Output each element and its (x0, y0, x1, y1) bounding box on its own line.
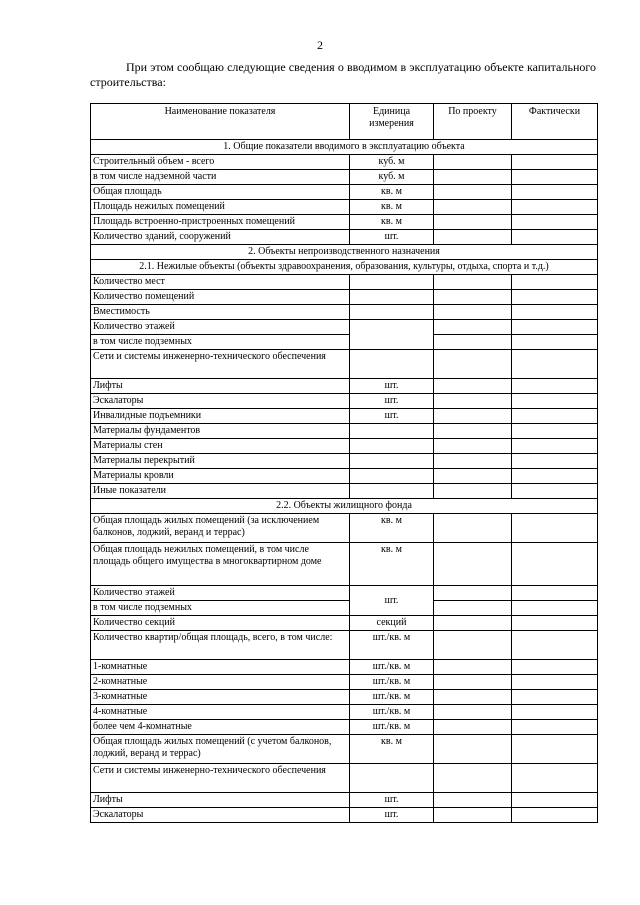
row-name: Инвалидные подъемники (91, 409, 350, 424)
table-row (91, 601, 598, 616)
row-unit (350, 484, 434, 499)
row-name: Количество зданий, сооружений (91, 230, 350, 245)
actual-cell[interactable] (512, 215, 598, 230)
actual-cell[interactable] (512, 394, 598, 409)
table-row (91, 543, 598, 586)
row-name: Материалы кровли (91, 469, 350, 484)
table-row (91, 230, 598, 245)
row-name: Лифты (91, 379, 350, 394)
row-name: Площадь встроенно-пристроенных помещений (91, 215, 350, 230)
table-row (91, 616, 598, 631)
row-unit: кв. м (350, 185, 434, 200)
table-row (91, 379, 598, 394)
table-row (91, 290, 598, 305)
section-title-row (91, 140, 598, 155)
row-unit: кв. м (350, 543, 434, 586)
subsection-2-1-title: 2.1. Нежилые объекты (объекты здравоохранения, образования, культуры, отдыха, спорта и т.д.) (91, 260, 598, 275)
actual-cell[interactable] (512, 170, 598, 185)
row-name: Материалы перекрытий (91, 454, 350, 469)
row-unit: шт. (350, 394, 434, 409)
row-name: Количество квартир/общая площадь, всего, в том числе: (91, 631, 350, 660)
row-name: Количество этажей (91, 586, 350, 601)
project-cell[interactable] (434, 275, 512, 290)
project-cell[interactable] (434, 484, 512, 499)
row-unit: кв. м (350, 735, 434, 764)
actual-cell[interactable] (512, 409, 598, 424)
project-cell[interactable] (434, 690, 512, 705)
actual-cell[interactable] (512, 185, 598, 200)
project-cell[interactable] (434, 290, 512, 305)
table-row (91, 720, 598, 735)
actual-cell[interactable] (512, 439, 598, 454)
table-row (91, 215, 598, 230)
actual-cell[interactable] (512, 793, 598, 808)
actual-cell[interactable] (512, 675, 598, 690)
row-name: Иные показатели (91, 484, 350, 499)
actual-cell[interactable] (512, 616, 598, 631)
actual-cell[interactable] (512, 290, 598, 305)
row-unit: шт./кв. м (350, 675, 434, 690)
project-cell[interactable] (434, 350, 512, 379)
row-unit: куб. м (350, 170, 434, 185)
project-cell[interactable] (434, 764, 512, 793)
actual-cell[interactable] (512, 335, 598, 350)
project-cell[interactable] (434, 793, 512, 808)
project-cell[interactable] (434, 616, 512, 631)
table-row (91, 394, 598, 409)
row-unit: шт. (350, 409, 434, 424)
project-cell[interactable] (434, 705, 512, 720)
table-row (91, 690, 598, 705)
row-unit (350, 320, 434, 350)
table-row (91, 675, 598, 690)
row-unit: шт./кв. м (350, 631, 434, 660)
row-unit: куб. м (350, 155, 434, 170)
table-row (91, 514, 598, 543)
actual-cell[interactable] (512, 705, 598, 720)
page-number: 2 (317, 38, 323, 52)
row-name: Общая площадь жилых помещений (с учетом балконов, лоджий, веранд и террас) (91, 735, 350, 764)
table-row (91, 185, 598, 200)
table-row (91, 484, 598, 499)
table-row (91, 660, 598, 675)
project-cell[interactable] (434, 586, 512, 601)
table-row (91, 469, 598, 484)
actual-cell[interactable] (512, 720, 598, 735)
actual-cell[interactable] (512, 200, 598, 215)
table-row (91, 764, 598, 793)
project-cell[interactable] (434, 185, 512, 200)
table-row (91, 424, 598, 439)
row-unit (350, 350, 434, 379)
table-row (91, 275, 598, 290)
project-cell[interactable] (434, 543, 512, 586)
row-name: Общая площадь (91, 185, 350, 200)
actual-cell[interactable] (512, 484, 598, 499)
table-row (91, 454, 598, 469)
row-unit: шт. (350, 230, 434, 245)
actual-cell[interactable] (512, 350, 598, 379)
header-name: Наименование показателя (91, 104, 350, 140)
row-unit (350, 424, 434, 439)
project-cell[interactable] (434, 155, 512, 170)
table-row (91, 808, 598, 823)
project-cell[interactable] (434, 631, 512, 660)
row-name: Общая площадь нежилых помещений, в том числе площадь общего имущества в многоквартирном доме (91, 543, 350, 586)
row-name: Эскалаторы (91, 394, 350, 409)
row-unit (350, 305, 434, 320)
table-row (91, 200, 598, 215)
actual-cell[interactable] (512, 631, 598, 660)
subsection-2-2-title: 2.2. Объекты жилищного фонда (91, 499, 598, 514)
section-1-title: 1. Общие показатели вводимого в эксплуатацию объекта (91, 140, 598, 155)
table-row (91, 631, 598, 660)
actual-cell[interactable] (512, 514, 598, 543)
table-row (91, 335, 598, 350)
row-name: Эскалаторы (91, 808, 350, 823)
subsection-title-row (91, 499, 598, 514)
row-unit (350, 764, 434, 793)
project-cell[interactable] (434, 335, 512, 350)
project-cell[interactable] (434, 394, 512, 409)
row-name: Сети и системы инженерно-технического обеспечения (91, 350, 350, 379)
project-cell[interactable] (434, 215, 512, 230)
project-cell[interactable] (434, 735, 512, 764)
project-cell[interactable] (434, 320, 512, 335)
indicators-table (90, 103, 598, 823)
actual-cell[interactable] (512, 454, 598, 469)
row-name: Количество секций (91, 616, 350, 631)
project-cell[interactable] (434, 469, 512, 484)
actual-cell[interactable] (512, 808, 598, 823)
row-unit: шт./кв. м (350, 720, 434, 735)
project-cell[interactable] (434, 439, 512, 454)
row-name: Количество мест (91, 275, 350, 290)
actual-cell[interactable] (512, 601, 598, 616)
project-cell[interactable] (434, 660, 512, 675)
actual-cell[interactable] (512, 469, 598, 484)
header-actual: Фактически (512, 104, 598, 140)
table-row (91, 735, 598, 764)
row-name: Вместимость (91, 305, 350, 320)
actual-cell[interactable] (512, 543, 598, 586)
row-name: в том числе надземной части (91, 170, 350, 185)
row-name: Общая площадь жилых помещений (за исключением балконов, лоджий, веранд и террас) (91, 514, 350, 543)
header-unit: Единица измерения (350, 104, 434, 140)
section-title-row (91, 245, 598, 260)
row-name: 3-комнатные (91, 690, 350, 705)
row-name: Площадь нежилых помещений (91, 200, 350, 215)
table-row (91, 439, 598, 454)
actual-cell[interactable] (512, 155, 598, 170)
table-row (91, 350, 598, 379)
row-unit: кв. м (350, 200, 434, 215)
row-name: в том числе подземных (91, 601, 350, 616)
actual-cell[interactable] (512, 690, 598, 705)
row-unit: кв. м (350, 514, 434, 543)
table-row (91, 305, 598, 320)
row-unit: шт./кв. м (350, 690, 434, 705)
project-cell[interactable] (434, 409, 512, 424)
row-unit: шт. (350, 808, 434, 823)
project-cell[interactable] (434, 514, 512, 543)
subsection-title-row (91, 260, 598, 275)
section-2-title: 2. Объекты непроизводственного назначения (91, 245, 598, 260)
project-cell[interactable] (434, 454, 512, 469)
row-unit: шт. (350, 586, 434, 616)
table-row (91, 409, 598, 424)
table-row (91, 586, 598, 601)
row-name: Количество помещений (91, 290, 350, 305)
row-name: Количество этажей (91, 320, 350, 335)
row-name: 1-комнатные (91, 660, 350, 675)
actual-cell[interactable] (512, 275, 598, 290)
actual-cell[interactable] (512, 660, 598, 675)
actual-cell[interactable] (512, 320, 598, 335)
row-name: Материалы фундаментов (91, 424, 350, 439)
row-name: Сети и системы инженерно-технического обеспечения (91, 764, 350, 793)
row-unit (350, 275, 434, 290)
project-cell[interactable] (434, 170, 512, 185)
table-row (91, 705, 598, 720)
row-unit: шт./кв. м (350, 705, 434, 720)
actual-cell[interactable] (512, 424, 598, 439)
row-name: 4-комнатные (91, 705, 350, 720)
row-unit: кв. м (350, 215, 434, 230)
row-name: 2-комнатные (91, 675, 350, 690)
table-row (91, 320, 598, 335)
actual-cell[interactable] (512, 586, 598, 601)
actual-cell[interactable] (512, 735, 598, 764)
row-name: в том числе подземных (91, 335, 350, 350)
row-unit (350, 439, 434, 454)
actual-cell[interactable] (512, 230, 598, 245)
actual-cell[interactable] (512, 764, 598, 793)
row-unit (350, 469, 434, 484)
project-cell[interactable] (434, 601, 512, 616)
project-cell[interactable] (434, 379, 512, 394)
project-cell[interactable] (434, 200, 512, 215)
table-row (91, 170, 598, 185)
row-unit: шт./кв. м (350, 660, 434, 675)
row-unit (350, 290, 434, 305)
actual-cell[interactable] (512, 379, 598, 394)
row-name: более чем 4-комнатные (91, 720, 350, 735)
row-name: Лифты (91, 793, 350, 808)
project-cell[interactable] (434, 230, 512, 245)
table-row (91, 155, 598, 170)
row-unit: шт. (350, 793, 434, 808)
project-cell[interactable] (434, 675, 512, 690)
row-unit: секций (350, 616, 434, 631)
row-unit: шт. (350, 379, 434, 394)
project-cell[interactable] (434, 808, 512, 823)
row-unit (350, 454, 434, 469)
row-name: Материалы стен (91, 439, 350, 454)
row-name: Строительный объем - всего (91, 155, 350, 170)
table-row (91, 793, 598, 808)
project-cell[interactable] (434, 305, 512, 320)
table-header-row (91, 104, 598, 140)
intro-paragraph: При этом сообщаю следующие сведения о вводимом в эксплуатацию объекте капитального строительства: (90, 60, 596, 89)
actual-cell[interactable] (512, 305, 598, 320)
project-cell[interactable] (434, 424, 512, 439)
header-project: По проекту (434, 104, 512, 140)
project-cell[interactable] (434, 720, 512, 735)
